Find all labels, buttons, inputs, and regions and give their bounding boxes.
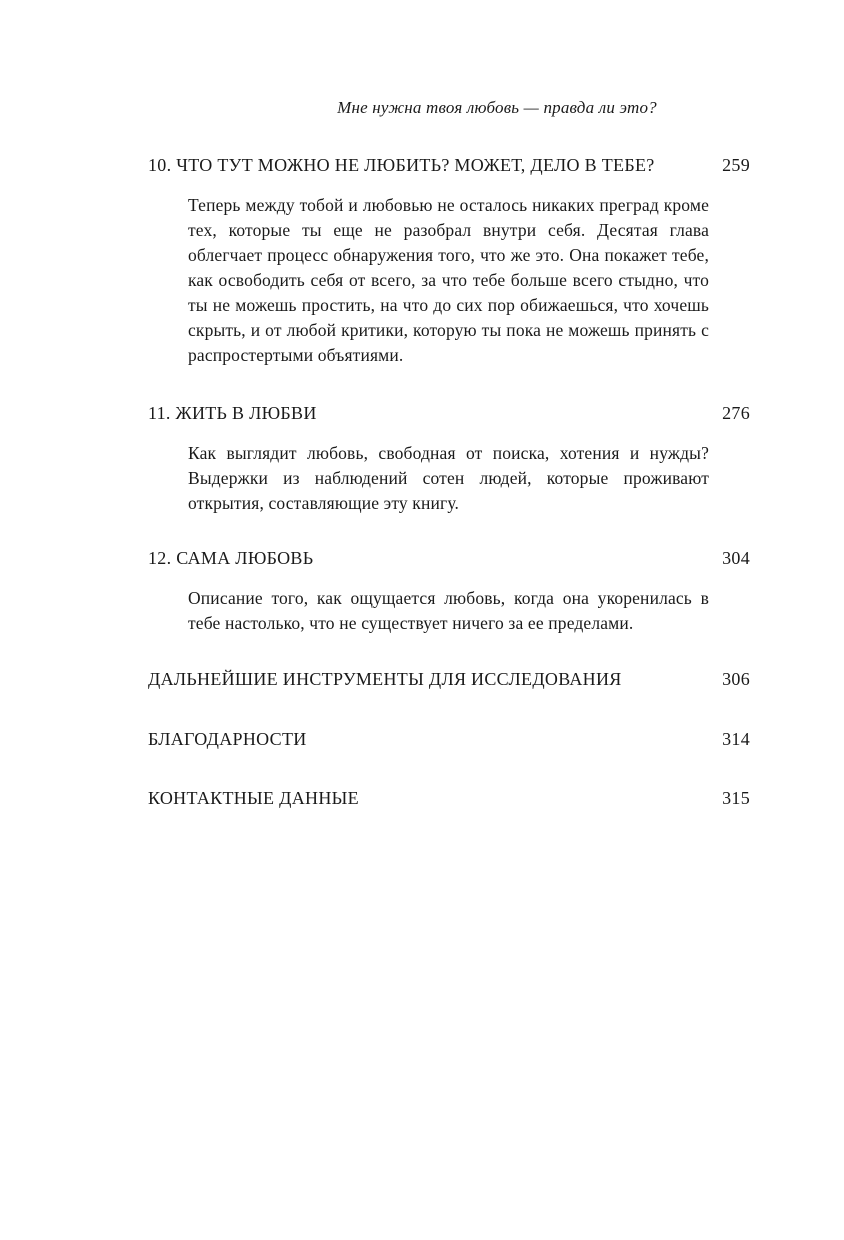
- toc-entry-contacts: [148, 787, 750, 809]
- toc-entry-title: 12. САМА ЛЮБОВЬ: [148, 548, 314, 568]
- toc-entry-row: [148, 154, 750, 176]
- toc-entry-title: КОНТАКТНЫЕ ДАННЫЕ: [148, 788, 359, 808]
- toc-entry-title: ДАЛЬНЕЙШИЕ ИНСТРУМЕНТЫ ДЛЯ ИССЛЕДОВАНИЯ: [148, 669, 622, 689]
- toc-entry-description: Теперь между тобой и любовью не осталось никаких преград кроме тех, которые ты еще не разобрал внутри себя. Десятая глава облегчает процесс обнаружения того, что же это. Она покажет тебе, как освободить себя от всего, за что тебе больше всего стыдно, что ты не можешь простить, на что до сих пор обижаешься, что хочешь скрыть, и от любой критики, которую ты пока не можешь принять с распростертыми объятиями.: [188, 195, 709, 365]
- toc-entry-page-number: 276: [722, 403, 750, 423]
- toc-entry-row: [148, 787, 750, 809]
- toc-entry-page-number: 304: [722, 548, 750, 568]
- toc-entry-description: Как выглядит любовь, свободная от поиска, хотения и нужды? Выдержки из наблюдений сотен людей, которые проживают открытия, составляющие эту книгу.: [188, 443, 709, 513]
- toc-entry-description: Описание того, как ощущается любовь, когда она укоренилась в тебе настолько, что не существует ничего за ее пределами.: [188, 588, 709, 633]
- toc-entry-row: [148, 728, 750, 750]
- toc-entry-page-number: 314: [722, 729, 750, 749]
- toc-entry-row: [148, 547, 750, 569]
- toc-entry-chapter-10: [148, 154, 750, 368]
- toc-entry-row: [148, 402, 750, 424]
- running-header: Мне нужна твоя любовь — правда ли это?: [337, 98, 657, 117]
- toc-entry-title: 10. ЧТО ТУТ МОЖНО НЕ ЛЮБИТЬ? МОЖЕТ, ДЕЛО В ТЕБЕ?: [148, 155, 655, 175]
- toc-entry-row: [148, 668, 750, 690]
- toc-entry-title: 11. ЖИТЬ В ЛЮБВИ: [148, 403, 317, 423]
- toc-entry-page-number: 306: [722, 669, 750, 689]
- toc-entry-title: БЛАГОДАРНОСТИ: [148, 729, 307, 749]
- toc-entry-chapter-11: [148, 402, 750, 516]
- toc-entry-acknowledgements: [148, 728, 750, 750]
- toc-entry-page-number: 259: [722, 155, 750, 175]
- toc-entry-chapter-12: [148, 547, 750, 636]
- toc-entry-further-tools: [148, 668, 750, 690]
- toc-entry-page-number: 315: [722, 788, 750, 808]
